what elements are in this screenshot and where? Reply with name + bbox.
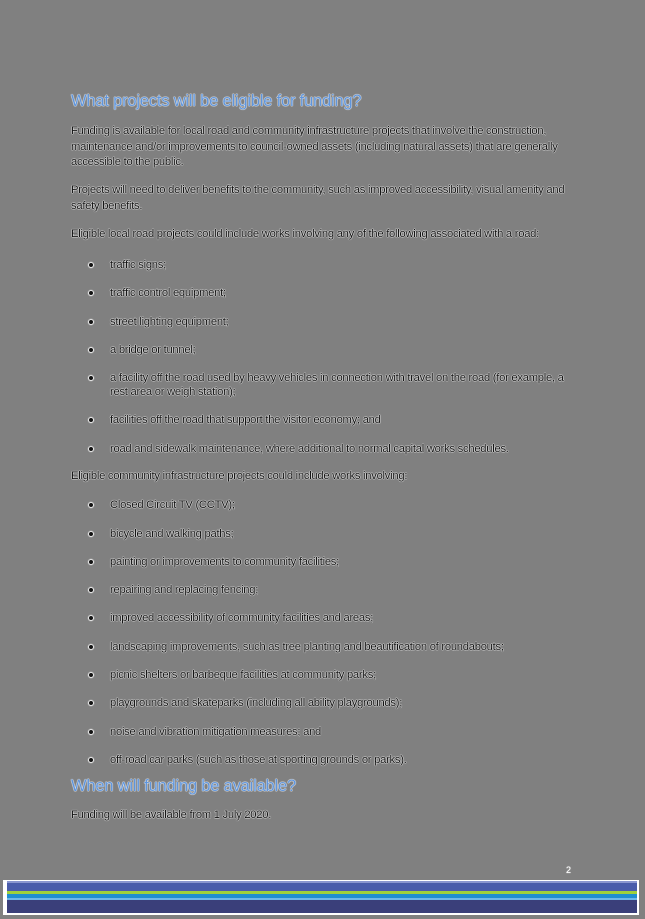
list-item: painting or improvements to community facilities; bbox=[71, 555, 577, 569]
page-number: 2 bbox=[566, 865, 572, 875]
list-item: improved accessibility of community facilities and areas; bbox=[71, 611, 577, 625]
bullet-icon bbox=[89, 532, 93, 536]
footer-stripe-blue bbox=[7, 883, 637, 891]
list-item: noise and vibration mitigation measures; and bbox=[71, 725, 577, 739]
list-item: picnic shelters or barbeque facilities at community parks; bbox=[71, 668, 577, 682]
list-item: repairing and replacing fencing; bbox=[71, 583, 577, 597]
heading-eligible-projects: What projects will be eligible for funding? bbox=[71, 92, 362, 110]
paragraph-funding-available: Funding is available for local road and community infrastructure projects that involve the construction, maintenance and/or improvements to council-owned assets (including natural assets) that are generally accessible to the public. bbox=[71, 125, 558, 168]
bullet-icon bbox=[89, 730, 93, 734]
bullet-icon bbox=[89, 588, 93, 592]
footer-stripe-navy bbox=[7, 900, 637, 913]
list-item: bicycle and walking paths; bbox=[71, 527, 577, 541]
paragraph-community-intro: Eligible community infrastructure projects could include works involving: bbox=[71, 469, 408, 482]
bullet-icon bbox=[89, 560, 93, 564]
road-projects-list bbox=[71, 258, 577, 456]
community-projects-list bbox=[71, 498, 577, 767]
list-item: road and sidewalk maintenance, where additional to normal capital works schedules. bbox=[71, 442, 577, 456]
list-item: facilities off the road that support the visitor economy; and bbox=[71, 413, 577, 427]
list-item: a facility off the road used by heavy vehicles in connection with travel on the road (for example, a rest area or weigh station); bbox=[71, 371, 577, 399]
list-item: Closed Circuit TV (CCTV); bbox=[71, 498, 577, 512]
bullet-icon bbox=[89, 701, 93, 705]
bullet-icon bbox=[89, 758, 93, 762]
bullet-icon bbox=[89, 616, 93, 620]
list-item: landscaping improvements, such as tree planting and beautification of roundabouts; bbox=[71, 640, 577, 654]
bullet-icon bbox=[89, 418, 93, 422]
bullet-icon bbox=[89, 376, 93, 380]
list-item: a bridge or tunnel; bbox=[71, 343, 577, 357]
heading-funding-availability: When will funding be available? bbox=[71, 776, 296, 795]
footer-stripes bbox=[7, 881, 637, 913]
bullet-icon bbox=[89, 348, 93, 352]
list-item: off-road car parks (such as those at sporting grounds or parks). bbox=[71, 753, 577, 767]
paragraph-funding-date: Funding will be available from 1 July 2020. bbox=[71, 808, 272, 821]
document-body bbox=[71, 92, 577, 836]
paragraph-benefits: Projects will need to deliver benefits to the community, such as improved accessibility, visual amenity and safety benefits. bbox=[71, 184, 565, 212]
list-item: street lighting equipment; bbox=[71, 315, 577, 329]
bullet-icon bbox=[89, 673, 93, 677]
bullet-icon bbox=[89, 320, 93, 324]
list-item: playgrounds and skateparks (including all ability playgrounds); bbox=[71, 696, 577, 710]
bullet-icon bbox=[89, 503, 93, 507]
list-item: traffic signs; bbox=[71, 258, 577, 272]
paragraph-road-intro: Eligible local road projects could include works involving any of the following associated with a road: bbox=[71, 227, 540, 240]
footer-decorative-band bbox=[3, 880, 639, 915]
bullet-icon bbox=[89, 645, 93, 649]
bullet-icon bbox=[89, 447, 93, 451]
bullet-icon bbox=[89, 263, 93, 267]
list-item: traffic control equipment; bbox=[71, 286, 577, 300]
bullet-icon bbox=[89, 291, 93, 295]
